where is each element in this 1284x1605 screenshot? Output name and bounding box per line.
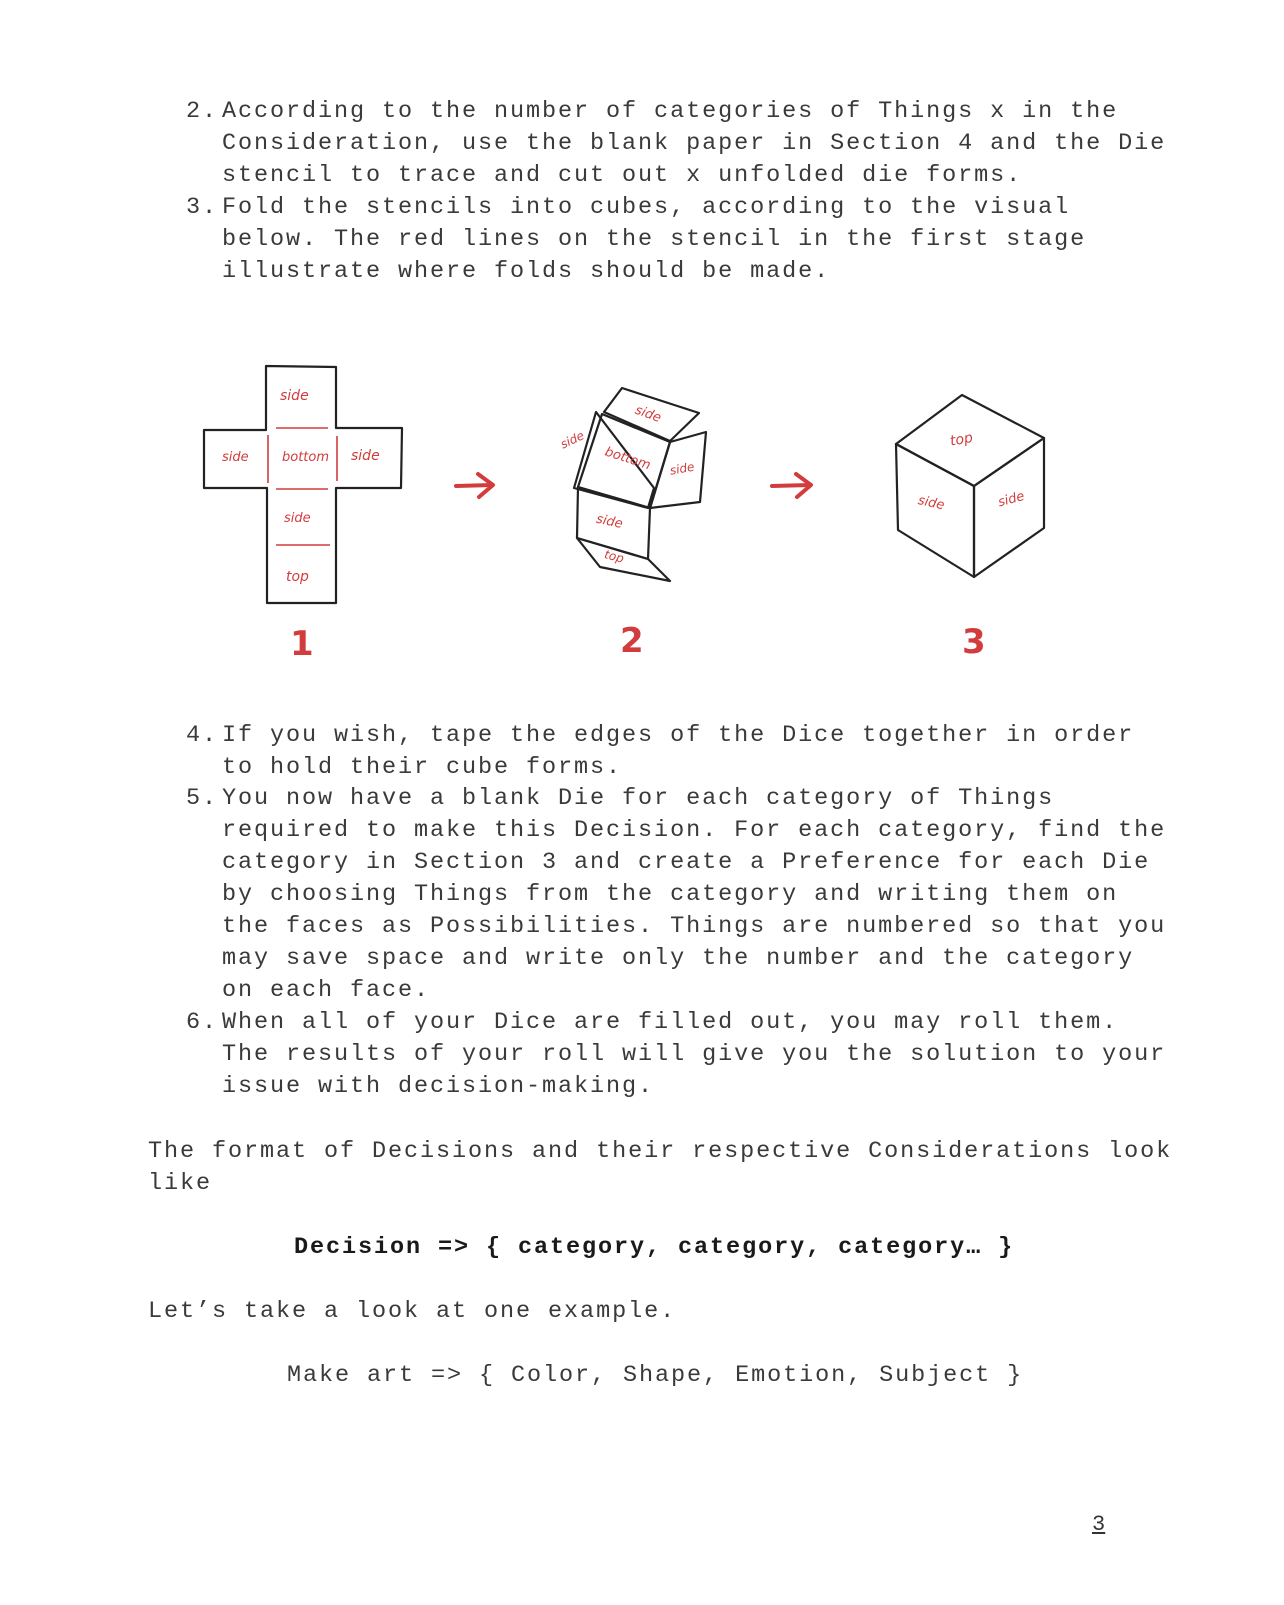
face-label: side	[284, 511, 311, 526]
step-number: 5.	[186, 785, 219, 812]
step-number: 6.	[186, 1009, 219, 1036]
face-label: side	[594, 511, 624, 532]
stage-number: 3	[962, 622, 986, 662]
step-number: 3.	[186, 194, 219, 221]
die-folding-figure	[180, 340, 1080, 670]
stage-number: 2	[620, 621, 644, 661]
step-line: the faces as Possibilities. Things are numbered so that you	[222, 913, 1167, 940]
example-intro: Let’s take a look at one example.	[148, 1298, 677, 1325]
stage-number: 1	[290, 624, 314, 664]
step-line: When all of your Dice are filled out, you may roll them.	[222, 1009, 1119, 1036]
paragraph-line: like	[148, 1170, 213, 1197]
step-number: 2.	[186, 98, 219, 125]
face-label: side	[996, 488, 1027, 511]
step-line: illustrate where folds should be made.	[222, 258, 831, 285]
step-line: on each face.	[222, 977, 431, 1004]
step-line: You now have a blank Die for each category of Things	[222, 785, 1055, 812]
step-line: category in Section 3 and create a Preference for each Die	[222, 849, 1151, 876]
step-line: Consideration, use the blank paper in Section 4 and the Die	[222, 130, 1167, 157]
face-label: side	[668, 459, 696, 478]
step-number: 4.	[186, 722, 219, 749]
face-label: side	[351, 448, 380, 464]
face-label: top	[948, 429, 975, 450]
step-line: to hold their cube forms.	[222, 754, 623, 781]
arrow-right-icon	[456, 474, 493, 497]
step-line: by choosing Things from the category and writing them on	[222, 881, 1119, 908]
face-label: side	[280, 388, 309, 404]
face-label: top	[602, 547, 626, 566]
step-line: below. The red lines on the stencil in the first stage	[222, 226, 1087, 253]
step-line: may save space and write only the number and the category	[222, 945, 1135, 972]
face-label: side	[632, 402, 664, 426]
paragraph-line: The format of Decisions and their respective Considerations look	[148, 1138, 1173, 1165]
stage-3-cube	[896, 395, 1044, 577]
fold-lines	[268, 428, 337, 545]
face-label: side	[222, 450, 249, 465]
face-label: side	[916, 493, 946, 514]
step-line: The results of your roll will give you the solution to your	[222, 1041, 1167, 1068]
face-label: bottom	[602, 444, 653, 474]
face-label: top	[286, 569, 309, 585]
step-line: stencil to trace and cut out x unfolded die forms.	[222, 162, 1023, 189]
page-number: 3	[1092, 1512, 1106, 1537]
decision-format: Decision => { category, category, category… }	[294, 1234, 1015, 1261]
step-line: According to the number of categories of Things x in the	[222, 98, 1119, 125]
example-decision: Make art => { Color, Shape, Emotion, Subject }	[287, 1362, 1024, 1389]
arrow-right-icon	[772, 474, 811, 497]
face-label: side	[558, 428, 587, 452]
step-line: If you wish, tape the edges of the Dice together in order	[222, 722, 1135, 749]
step-line: Fold the stencils into cubes, according to the visual	[222, 194, 1071, 221]
step-line: required to make this Decision. For each category, find the	[222, 817, 1167, 844]
step-line: issue with decision-making.	[222, 1073, 655, 1100]
face-label: bottom	[282, 450, 330, 465]
